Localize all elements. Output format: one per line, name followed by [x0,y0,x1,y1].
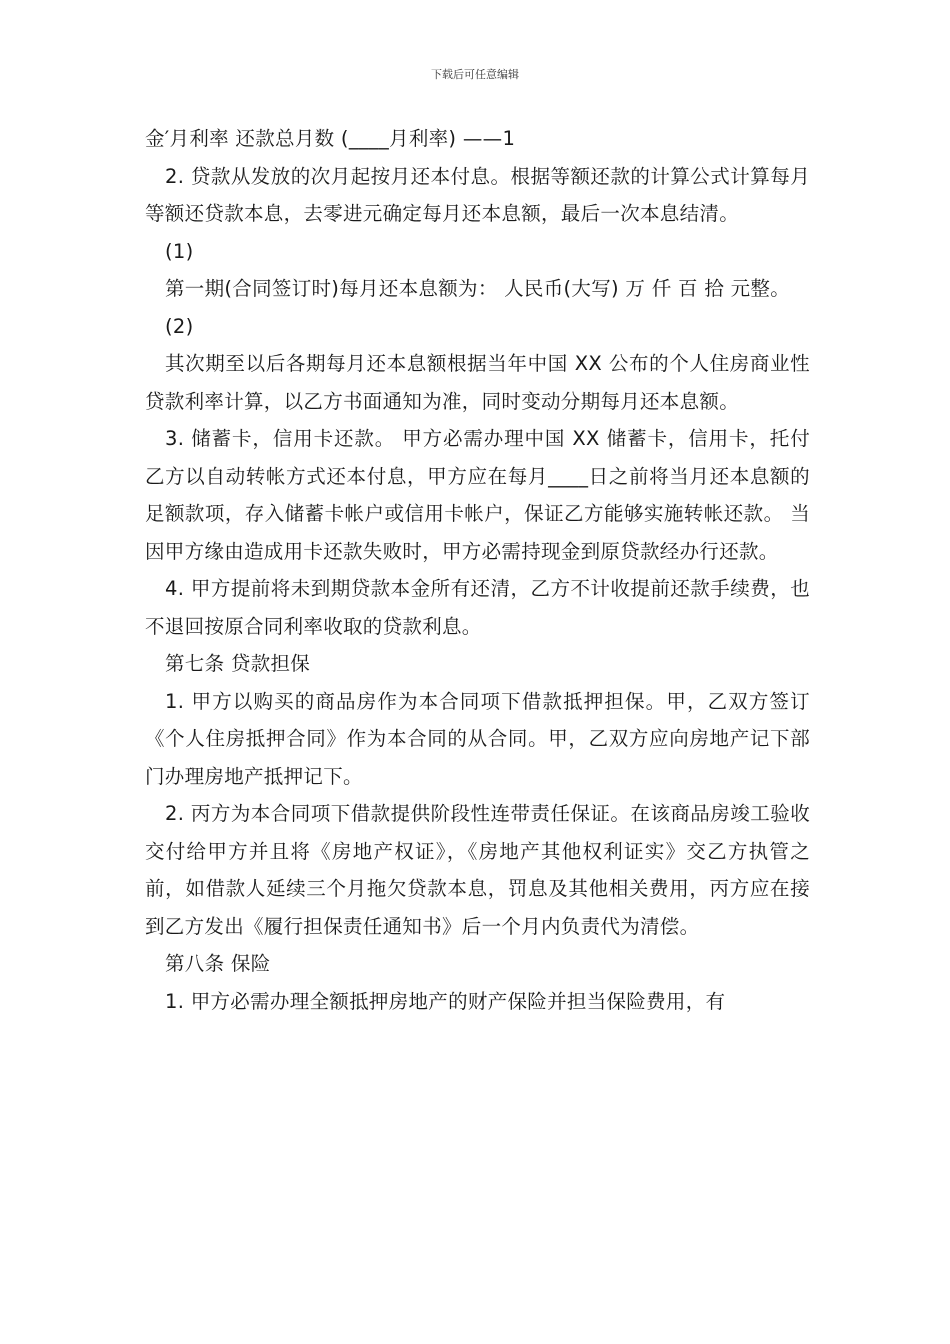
section-heading: 第八条 保险 [165,952,271,975]
paragraph: 金′月利率 还款总月数 (____月利率) ——1 [145,127,516,150]
section-heading: 第七条 贷款担保 [165,652,311,675]
paragraph: (1) [165,239,194,263]
paragraph: 1. 甲方以购买的商品房作为本合同项下借款抵押担保。甲，乙双方签订《个人住房抵押合同》作为本合同的从合同。甲，乙双方应向房地产记下部门办理房地产抵押记下。 [145,689,810,788]
paragraph: 3. 储蓄卡，信用卡还款。 甲方必需办理中国 XX 储蓄卡，信用卡，托付乙方以自动转帐方式还本付息，甲方应在每月____日之前将当月还本息额的足额款项，存入储蓄卡帐户或信用卡帐户，保证乙方能够实施转帐还款。 当因甲方缘由造成用卡还款失败时，甲方必需持现金到原贷款经办行还款。 [145,427,810,563]
paragraph: 第一期(合同签订时)每月还本息额为： 人民币(大写) 万 仟 百 拾 元整。 [165,277,791,300]
document-body [145,120,810,1020]
paragraph: (2) [165,314,194,338]
paragraph: 2. 丙方为本合同项下借款提供阶段性连带责任保证。在该商品房竣工验收交付给甲方并且将《房地产权证》，《房地产其他权利证实》交乙方执管之前，如借款人延续三个月拖欠贷款本息，罚息及其他相关费用，丙方应在接到乙方发出《履行担保责任通知书》后一个月内负责代为清偿。 [145,802,810,938]
page-header: 下载后可任意编辑 [431,68,519,81]
paragraph: 其次期至以后各期每月还本息额根据当年中国 XX 公布的个人住房商业性贷款利率计算，以乙方书面通知为准，同时变动分期每月还本息额。 [145,352,810,413]
paragraph: 2. 贷款从发放的次月起按月还本付息。根据等额还款的计算公式计算每月等额还贷款本息，去零进元确定每月还本息额，最后一次本息结清。 [145,164,810,225]
paragraph: 4. 甲方提前将未到期贷款本金所有还清，乙方不计收提前还款手续费，也不退回按原合同利率收取的贷款利息。 [145,577,810,638]
paragraph: 1. 甲方必需办理全额抵押房地产的财产保险并担当保险费用，有 [165,989,726,1013]
